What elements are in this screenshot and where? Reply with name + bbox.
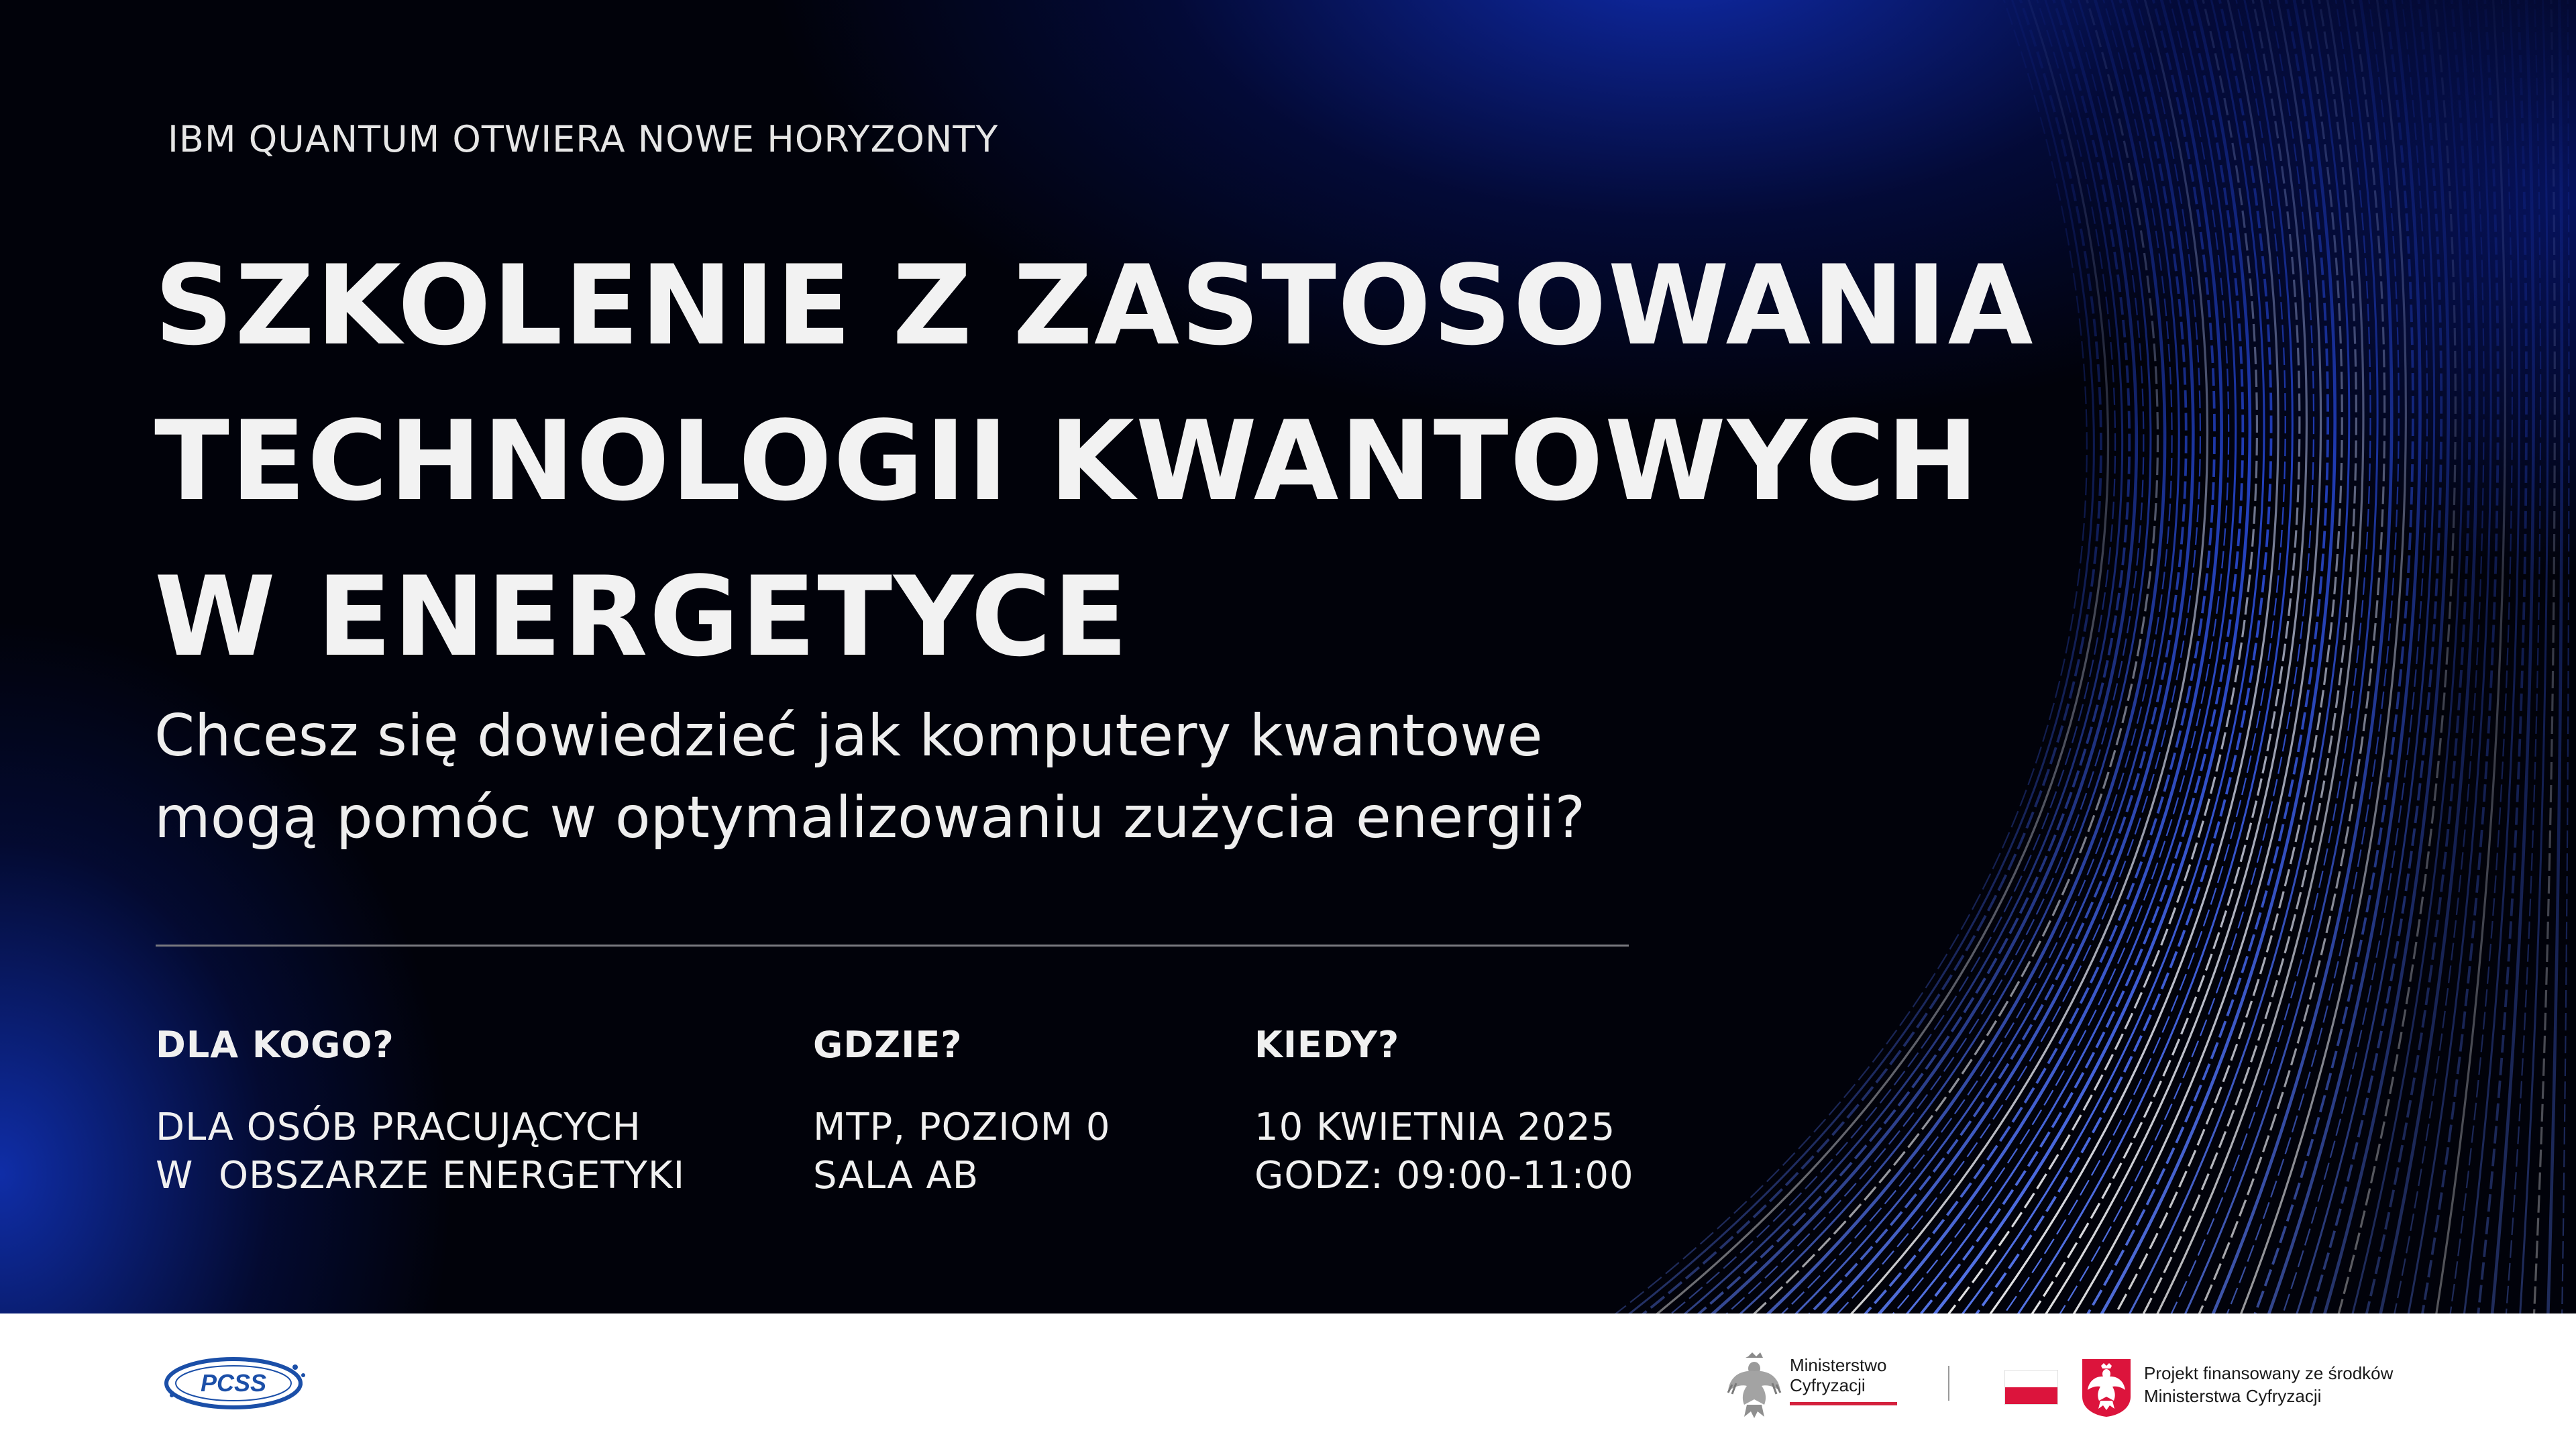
info-line: MTP, POZIOM 0 [813,1106,1111,1149]
info-line: DLA OSÓB PRACUJĄCYCH [156,1106,641,1149]
divider [156,945,1629,947]
polish-flag-icon [2004,1370,2058,1405]
pcss-logo-text: PCSS [200,1369,267,1397]
ministry-underline [1790,1402,1897,1405]
subtitle-line: Chcesz się dowiedzieć jak komputery kwantowe [154,702,1543,769]
info-line: 10 KWIETNIA 2025 [1254,1106,1616,1149]
title-line: TECHNOLOGII KWANTOWYCH [154,397,1980,525]
info-when-body [1254,1104,1634,1200]
ministry-line: Cyfryzacji [1790,1375,1866,1395]
title-line: SZKOLENIE Z ZASTOSOWANIA [154,241,2035,370]
polish-emblem-icon [2081,1358,2132,1418]
event-subtitle [154,695,1697,859]
info-where-body [813,1104,1110,1200]
light-streak [2562,0,2569,1313]
ministry-name [1790,1355,1886,1395]
title-line: W ENERGETYCE [154,553,1130,681]
info-line: W OBSZARZE ENERGETYKI [156,1154,686,1197]
funding-line: Projekt finansowany ze środków [2144,1363,2394,1383]
info-who-heading: DLA KOGO? [156,1024,394,1066]
ministry-logo [1725,1351,1900,1426]
info-who [156,1024,685,1200]
info-when-heading: KIEDY? [1254,1024,1400,1066]
footer-bar [0,1313,2576,1449]
subtitle-line: mogą pomóc w optymalizowaniu zużycia energii? [154,784,1586,851]
footer-separator [1948,1366,1949,1401]
info-where-heading: GDZIE? [813,1024,963,1066]
info-line: GODZ: 09:00-11:00 [1254,1154,1634,1197]
event-kicker: IBM QUANTUM OTWIERA NOWE HORYZONTY [168,118,999,160]
light-streak [2534,0,2555,1313]
light-streak [2023,0,2300,1313]
event-title [154,228,2035,695]
funding-line: Ministerstwa Cyfryzacji [2144,1386,2322,1406]
ministry-line: Ministerstwo [1790,1355,1887,1375]
info-where [813,1024,1110,1200]
info-who-body [156,1104,685,1200]
funding-note [2144,1362,2393,1407]
info-when [1254,1024,1634,1200]
pcss-logo [164,1355,309,1411]
info-line: SALA AB [813,1154,979,1197]
eagle-icon [1725,1351,1783,1421]
